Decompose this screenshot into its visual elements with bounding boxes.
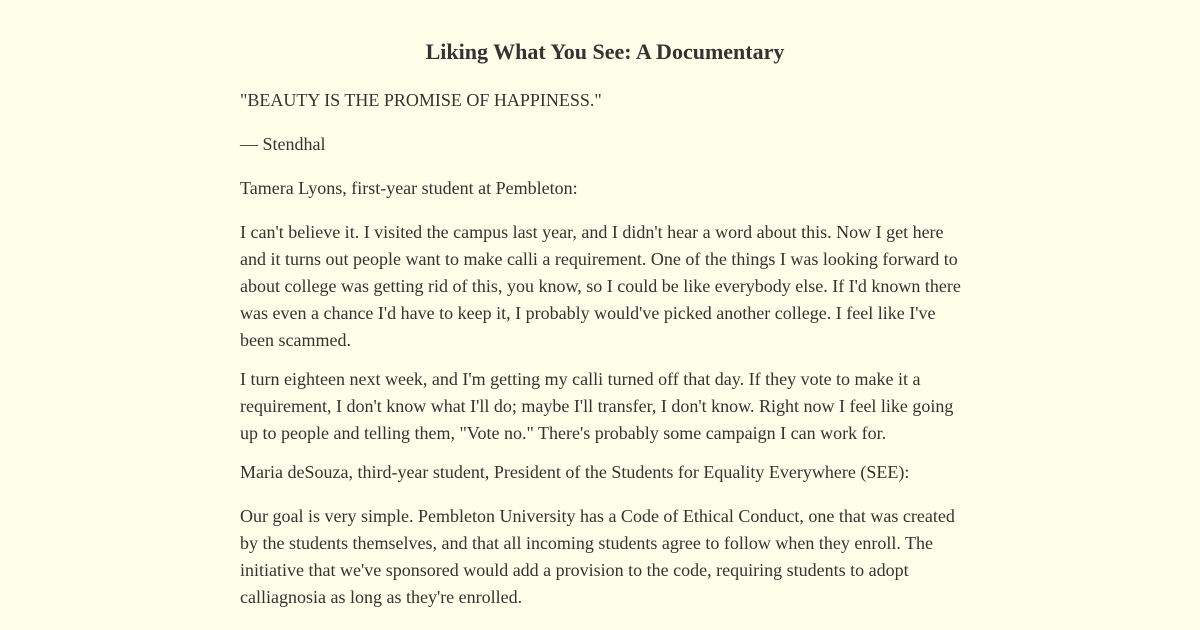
body-paragraph: I turn eighteen next week, and I'm getting my calli turned off that day. If they vote to make it a requirement, I don't know what I'll do; maybe I'll transfer, I don't know. Right now I feel like going up to people and telling them, "Vote no." There's probably some campaign I can work for. xyxy=(240,369,954,443)
epigraph-attribution: — Stendhal xyxy=(240,134,326,154)
speaker-label: Maria deSouza, third-year student, President of the Students for Equality Everywhere (SEE): xyxy=(240,462,910,482)
body-paragraph: I can't believe it. I visited the campus last year, and I didn't hear a word about this. Now I get here and it turns out people want to make calli a requirement. One of the things I was looking forward to about college was getting rid of this, you know, so I could be like everybody else. If I'd known there was even a chance I'd have to keep it, I probably would've picked another college. I feel like I've been scammed. xyxy=(240,222,961,350)
page-title: Liking What You See: A Documentary xyxy=(425,39,785,64)
article-body xyxy=(240,38,970,623)
speaker-label: Tamera Lyons, first-year student at Pembleton: xyxy=(240,178,578,198)
body-paragraph: Our goal is very simple. Pembleton University has a Code of Ethical Conduct, one that was created by the students themselves, and that all incoming students agree to follow when they enroll. The initiative that we've sponsored would add a provision to the code, requiring students to adopt calliagnosia as long as they're enrolled. xyxy=(240,506,955,607)
epigraph-quote: "BEAUTY IS THE PROMISE OF HAPPINESS." xyxy=(240,90,602,110)
